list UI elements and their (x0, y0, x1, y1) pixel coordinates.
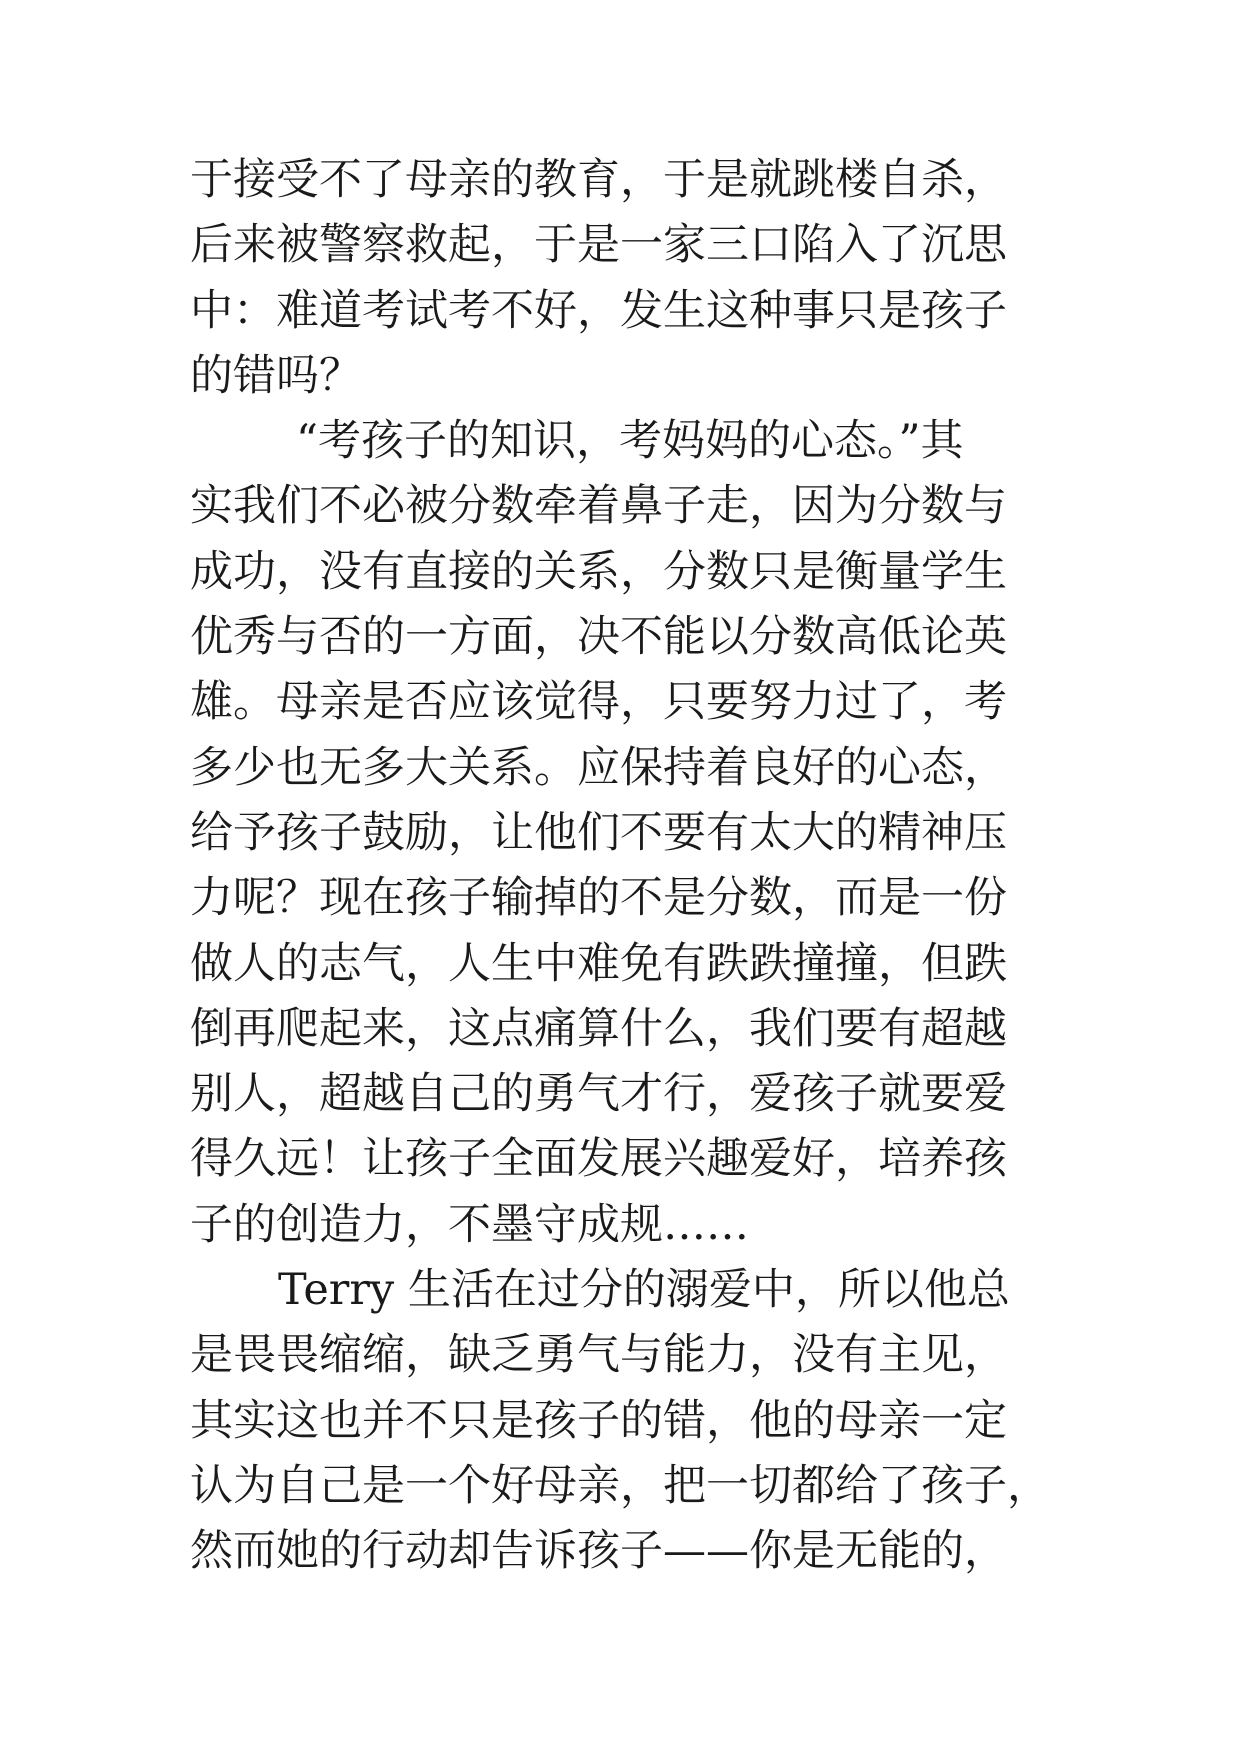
text-line: 其实这也并不只是孩子的错，他的母亲一定 (190, 1395, 1007, 1446)
text-line: 得久远！让孩子全面发展兴趣爱好，培养孩 (190, 1134, 1007, 1185)
text-line: 雄。母亲是否应该觉得，只要努力过了，考 (190, 677, 1007, 728)
text-line: 力呢？现在孩子输掉的不是分数，而是一份 (190, 873, 1007, 924)
body-text (190, 148, 1070, 1585)
paragraph-start-line: Terry 生活在过分的溺爱中，所以他总 (278, 1265, 1010, 1316)
text-line: 优秀与否的一方面，决不能以分数高低论英 (190, 612, 1007, 663)
text-line: 认为自己是一个好母亲，把一切都给了孩子， (190, 1460, 1050, 1511)
text-line: 中：难道考试考不好，发生这种事只是孩子 (190, 285, 1007, 336)
text-line: 于接受不了母亲的教育，于是就跳楼自杀， (190, 155, 1007, 205)
text-line: 实我们不必被分数牵着鼻子走，因为分数与 (190, 481, 1007, 532)
text-line: 多少也无多大关系。应保持着良好的心态， (190, 742, 1007, 793)
text-line: 后来被警察救起，于是一家三口陷入了沉思 (190, 220, 1007, 271)
text-line: 是畏畏缩缩，缺乏勇气与能力，没有主见， (190, 1330, 1007, 1381)
text-line: 的错吗？ (190, 350, 362, 401)
text-line: 然而她的行动却告诉孩子——你是无能的， (190, 1526, 1007, 1577)
paragraph-start-line: “考孩子的知识，考妈妈的心态。”其 (296, 416, 964, 467)
text-line: 子的创造力，不墨守成规…… (190, 1199, 749, 1250)
text-line: 倒再爬起来，这点痛算什么，我们要有超越 (190, 1003, 1007, 1054)
text-line: 成功，没有直接的关系，分数只是衡量学生 (190, 546, 1007, 597)
text-line: 给予孩子鼓励，让他们不要有太大的精神压 (190, 807, 1007, 858)
text-line: 别人，超越自己的勇气才行，爱孩子就要爱 (190, 1069, 1007, 1120)
text-line: 做人的志气，人生中难免有跌跌撞撞，但跌 (190, 938, 1007, 989)
